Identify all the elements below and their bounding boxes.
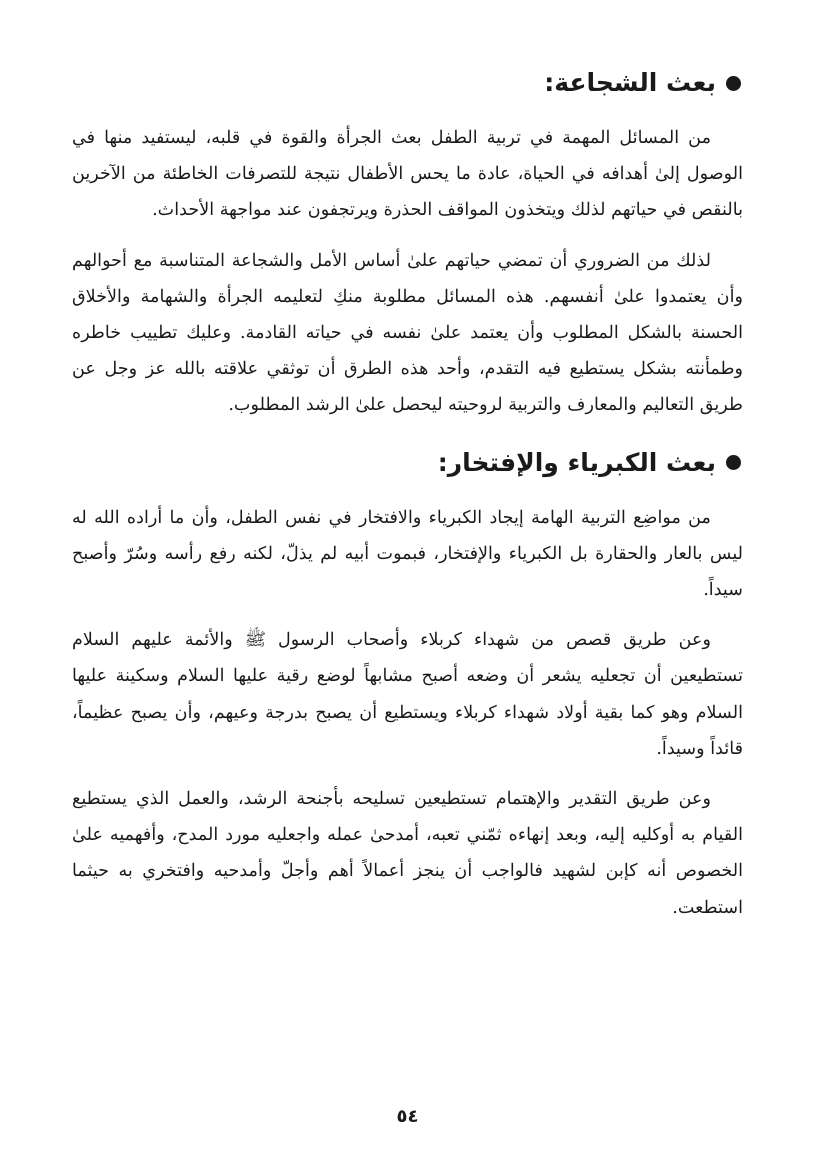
paragraph: وعن طريق قصص من شهداء كربلاء وأصحاب الرسول ﷺ والأئمة عليهم السلام تستطيعين أن تجعليه يشعر أن وضعه أصبح مشابهاً لوضع رقية عليها السلام وسكينة عليها السلام وهو كما بقية أولاد شهداء كربلاء ويستطيع أن يصبح بدرجة وعيهم، وأن يصبح عظيماً، قائداً وسيداً. [72,630,743,759]
page-content [72,58,743,940]
paragraph: من المسائل المهمة في تربية الطفل بعث الجرأة والقوة في قلبه، ليستفيد منها في الوصول إلىٰ أهدافه في الحياة، عادة ما يحس الأطفال نتيجة للتصرفات الخاطئة من الآخرين بالنقص في حياتهم لذلك ويتخذون المواقف الحذرة ويرتجفون عند مواجهة الأحداث. [72,128,743,221]
bullet-icon [726,76,741,91]
page-number: ٥٤ [396,1106,419,1127]
section-heading-text: بعث الشجاعة: [544,68,716,97]
section-heading-text: بعث الكبرياء والإفتخار: [437,447,716,477]
section-heading-pride [72,438,743,488]
paragraph: من مواضِع التربية الهامة إيجاد الكبرياء والافتخار في نفس الطفل، وأن ما أراده الله له ليس بالعار والحقارة بل الكبرياء والإفتخار، فبموت أبيه لم يذلّ، لكنه رفع رأسه وسُرّ وأصبح سيداً. [72,507,743,601]
bullet-icon [726,455,741,470]
paragraph: وعن طريق التقدير والإهتمام تستطيعين تسليحه بأجنحة الرشد، والعمل الذي يستطيع القيام به أوكليه إليه، وبعد إنهاءه ثمّني تعبه، أمدحىٰ عمله واجعليه مورد المدح، وأفهميه علىٰ الخصوص أنه كإبن لشهيد فالواجب أن ينجز أعمالاً أهم وأجلّ وأمدحيه وافتخري به حيثما استطعت. [72,789,743,918]
section-heading-courage [72,58,743,108]
paragraph: لذلك من الضروري أن تمضي حياتهم علىٰ أساس الأمل والشجاعة المتناسبة مع أحوالهم وأن يعتمدوا علىٰ أنفسهم. هذه المسائل مطلوبة منكِ لتعليمه الجرأة والشهامة والأخلاق الحسنة بالشكل المطلوب وأن يعتمد علىٰ نفسه في حياته القادمة. وعليك تطييب خاطره وطمأنته بشكل يستطيع فيه التقدم، وأحد هذه الطرق أن توثقي علاقته بالله عز وجل عن طريق التعاليم والمعارف والتربية لروحيته ليحصل علىٰ الرشد المطلوب. [72,250,743,416]
